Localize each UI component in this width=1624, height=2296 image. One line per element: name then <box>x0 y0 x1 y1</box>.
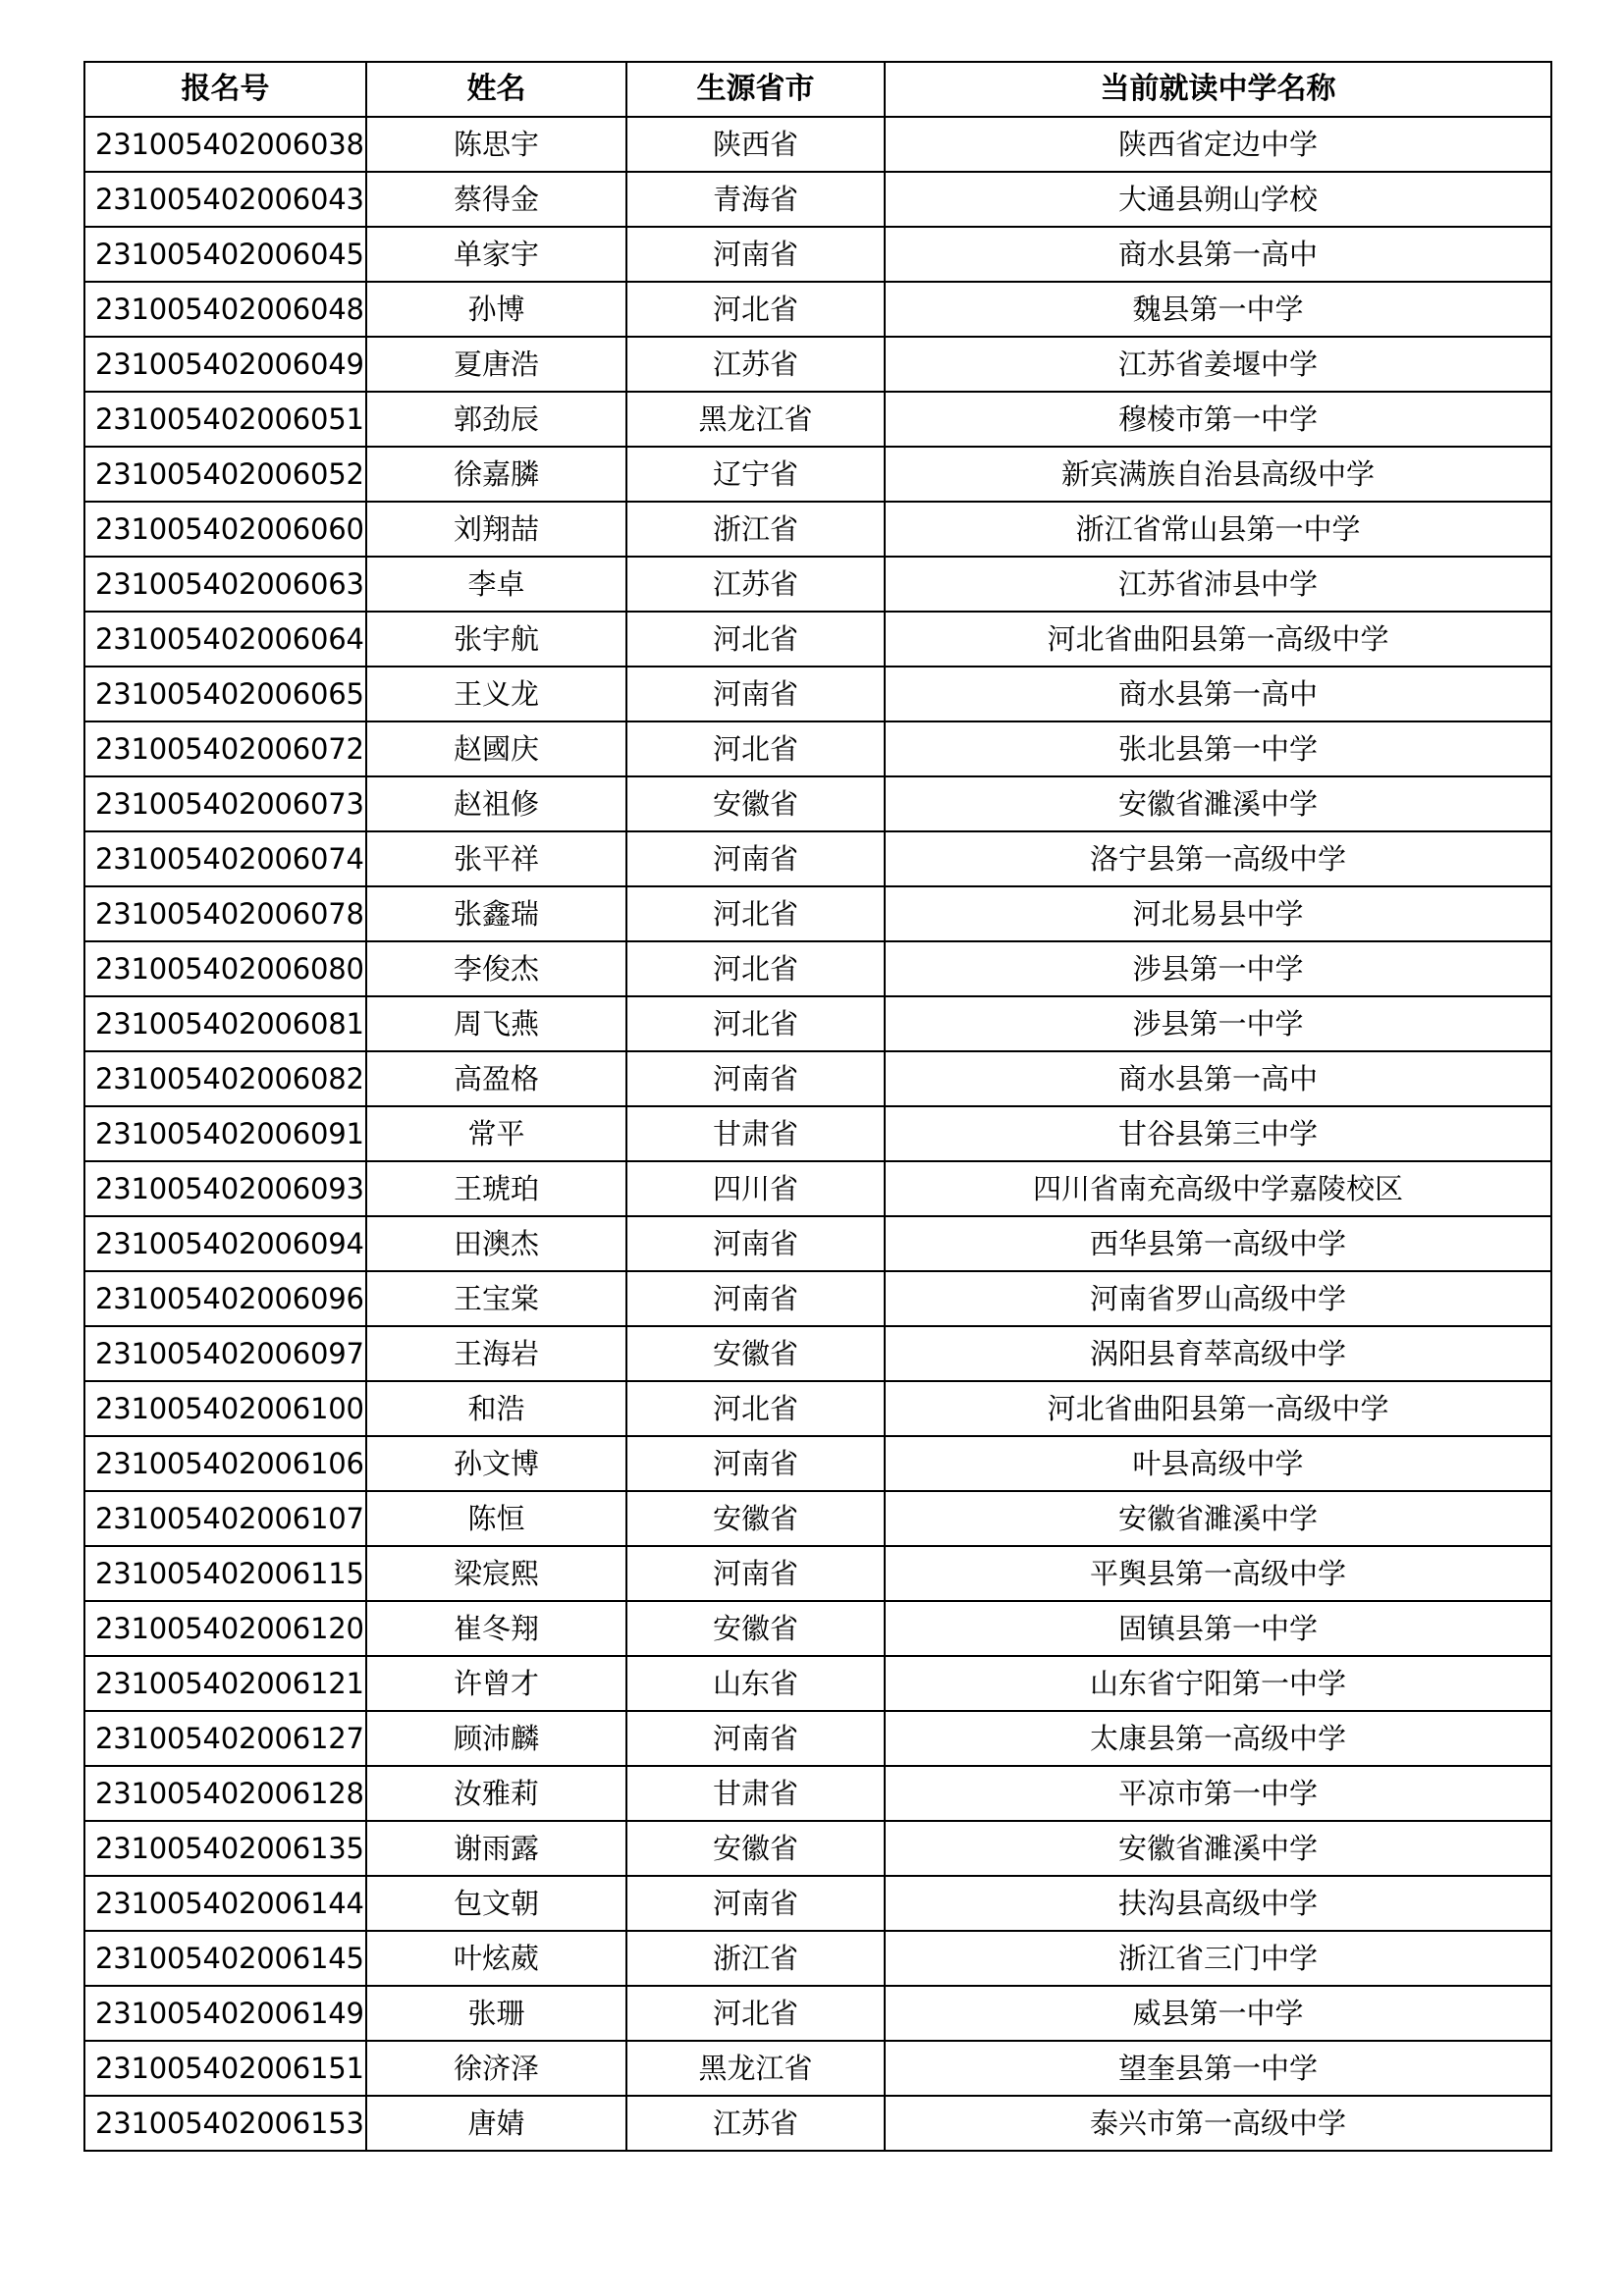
school-cell: 太康县第一高级中学 <box>885 1711 1551 1766</box>
table-row <box>84 667 1551 721</box>
province-cell: 安徽省 <box>626 1601 885 1656</box>
table-row <box>84 2096 1551 2151</box>
province-cell: 浙江省 <box>626 502 885 557</box>
school-cell: 固镇县第一中学 <box>885 1601 1551 1656</box>
name-cell: 张平祥 <box>366 831 626 886</box>
school-cell: 望奎县第一中学 <box>885 2041 1551 2096</box>
province-cell: 青海省 <box>626 172 885 227</box>
province-cell: 河南省 <box>626 1436 885 1491</box>
registration-number-cell: 231005402006093 <box>84 1161 366 1216</box>
registration-number-cell: 231005402006065 <box>84 667 366 721</box>
province-cell: 河南省 <box>626 1271 885 1326</box>
registration-number-cell: 231005402006121 <box>84 1656 366 1711</box>
table-row <box>84 172 1551 227</box>
registration-number-cell: 231005402006120 <box>84 1601 366 1656</box>
school-cell: 魏县第一中学 <box>885 282 1551 337</box>
table-row <box>84 227 1551 282</box>
name-cell: 王琥珀 <box>366 1161 626 1216</box>
school-cell: 叶县高级中学 <box>885 1436 1551 1491</box>
school-cell: 商水县第一高中 <box>885 1051 1551 1106</box>
school-cell: 商水县第一高中 <box>885 667 1551 721</box>
registration-number-cell: 231005402006038 <box>84 117 366 172</box>
table-row <box>84 1216 1551 1271</box>
registration-number-cell: 231005402006128 <box>84 1766 366 1821</box>
table-row <box>84 1271 1551 1326</box>
school-cell: 威县第一中学 <box>885 1986 1551 2041</box>
table-row <box>84 1986 1551 2041</box>
province-cell: 陕西省 <box>626 117 885 172</box>
school-cell: 安徽省濉溪中学 <box>885 1821 1551 1876</box>
school-cell: 西华县第一高级中学 <box>885 1216 1551 1271</box>
school-cell: 涡阳县育萃高级中学 <box>885 1326 1551 1381</box>
name-cell: 王宝棠 <box>366 1271 626 1326</box>
school-cell: 浙江省常山县第一中学 <box>885 502 1551 557</box>
name-cell: 徐济泽 <box>366 2041 626 2096</box>
school-cell: 江苏省沛县中学 <box>885 557 1551 612</box>
school-cell: 浙江省三门中学 <box>885 1931 1551 1986</box>
school-cell: 江苏省姜堰中学 <box>885 337 1551 392</box>
name-cell: 唐婧 <box>366 2096 626 2151</box>
table-row <box>84 721 1551 776</box>
registration-number-cell: 231005402006144 <box>84 1876 366 1931</box>
registration-number-cell: 231005402006063 <box>84 557 366 612</box>
registration-number-cell: 231005402006135 <box>84 1821 366 1876</box>
province-cell: 四川省 <box>626 1161 885 1216</box>
header-registration-number: 报名号 <box>84 62 366 117</box>
province-cell: 甘肃省 <box>626 1106 885 1161</box>
name-cell: 郭劲辰 <box>366 392 626 447</box>
name-cell: 田澳杰 <box>366 1216 626 1271</box>
table-row <box>84 1546 1551 1601</box>
school-cell: 陕西省定边中学 <box>885 117 1551 172</box>
table-row <box>84 1601 1551 1656</box>
registration-number-cell: 231005402006072 <box>84 721 366 776</box>
name-cell: 崔冬翔 <box>366 1601 626 1656</box>
name-cell: 王义龙 <box>366 667 626 721</box>
school-cell: 安徽省濉溪中学 <box>885 776 1551 831</box>
province-cell: 河南省 <box>626 1051 885 1106</box>
table-row <box>84 337 1551 392</box>
registration-number-cell: 231005402006096 <box>84 1271 366 1326</box>
registration-number-cell: 231005402006082 <box>84 1051 366 1106</box>
student-roster-table <box>83 61 1552 2152</box>
registration-number-cell: 231005402006049 <box>84 337 366 392</box>
school-cell: 河北省曲阳县第一高级中学 <box>885 1381 1551 1436</box>
province-cell: 江苏省 <box>626 337 885 392</box>
school-cell: 平凉市第一中学 <box>885 1766 1551 1821</box>
name-cell: 常平 <box>366 1106 626 1161</box>
name-cell: 孙博 <box>366 282 626 337</box>
province-cell: 河北省 <box>626 996 885 1051</box>
registration-number-cell: 231005402006064 <box>84 612 366 667</box>
name-cell: 张宇航 <box>366 612 626 667</box>
table-row <box>84 1656 1551 1711</box>
name-cell: 刘翔喆 <box>366 502 626 557</box>
province-cell: 黑龙江省 <box>626 2041 885 2096</box>
header-province: 生源省市 <box>626 62 885 117</box>
province-cell: 河南省 <box>626 831 885 886</box>
table-row <box>84 1326 1551 1381</box>
name-cell: 谢雨露 <box>366 1821 626 1876</box>
name-cell: 陈思宇 <box>366 117 626 172</box>
school-cell: 新宾满族自治县高级中学 <box>885 447 1551 502</box>
province-cell: 河北省 <box>626 886 885 941</box>
table-row <box>84 117 1551 172</box>
table-row <box>84 1876 1551 1931</box>
table-row <box>84 1711 1551 1766</box>
registration-number-cell: 231005402006045 <box>84 227 366 282</box>
table-row <box>84 557 1551 612</box>
registration-number-cell: 231005402006107 <box>84 1491 366 1546</box>
registration-number-cell: 231005402006097 <box>84 1326 366 1381</box>
registration-number-cell: 231005402006080 <box>84 941 366 996</box>
name-cell: 王海岩 <box>366 1326 626 1381</box>
table-row <box>84 996 1551 1051</box>
name-cell: 张珊 <box>366 1986 626 2041</box>
province-cell: 安徽省 <box>626 1326 885 1381</box>
table-row <box>84 1161 1551 1216</box>
table-row <box>84 776 1551 831</box>
registration-number-cell: 231005402006074 <box>84 831 366 886</box>
table-row <box>84 1051 1551 1106</box>
school-cell: 大通县朔山学校 <box>885 172 1551 227</box>
registration-number-cell: 231005402006078 <box>84 886 366 941</box>
table-row <box>84 1381 1551 1436</box>
school-cell: 河南省罗山高级中学 <box>885 1271 1551 1326</box>
registration-number-cell: 231005402006100 <box>84 1381 366 1436</box>
name-cell: 梁宸熙 <box>366 1546 626 1601</box>
table-row <box>84 886 1551 941</box>
registration-number-cell: 231005402006149 <box>84 1986 366 2041</box>
province-cell: 江苏省 <box>626 557 885 612</box>
table-row <box>84 447 1551 502</box>
province-cell: 辽宁省 <box>626 447 885 502</box>
province-cell: 河北省 <box>626 1986 885 2041</box>
name-cell: 许曾才 <box>366 1656 626 1711</box>
registration-number-cell: 231005402006127 <box>84 1711 366 1766</box>
registration-number-cell: 231005402006106 <box>84 1436 366 1491</box>
table-row <box>84 392 1551 447</box>
school-cell: 穆棱市第一中学 <box>885 392 1551 447</box>
province-cell: 安徽省 <box>626 776 885 831</box>
school-cell: 泰兴市第一高级中学 <box>885 2096 1551 2151</box>
name-cell: 夏唐浩 <box>366 337 626 392</box>
school-cell: 安徽省濉溪中学 <box>885 1491 1551 1546</box>
registration-number-cell: 231005402006052 <box>84 447 366 502</box>
registration-number-cell: 231005402006060 <box>84 502 366 557</box>
header-school: 当前就读中学名称 <box>885 62 1551 117</box>
province-cell: 河北省 <box>626 1381 885 1436</box>
header-name: 姓名 <box>366 62 626 117</box>
name-cell: 李卓 <box>366 557 626 612</box>
header-row <box>84 62 1551 117</box>
name-cell: 包文朝 <box>366 1876 626 1931</box>
table-row <box>84 612 1551 667</box>
province-cell: 河北省 <box>626 612 885 667</box>
registration-number-cell: 231005402006153 <box>84 2096 366 2151</box>
table-row <box>84 1766 1551 1821</box>
registration-number-cell: 231005402006094 <box>84 1216 366 1271</box>
province-cell: 河南省 <box>626 1711 885 1766</box>
province-cell: 河南省 <box>626 667 885 721</box>
province-cell: 河北省 <box>626 941 885 996</box>
province-cell: 河北省 <box>626 282 885 337</box>
table-row <box>84 1436 1551 1491</box>
province-cell: 黑龙江省 <box>626 392 885 447</box>
school-cell: 商水县第一高中 <box>885 227 1551 282</box>
school-cell: 河北省曲阳县第一高级中学 <box>885 612 1551 667</box>
name-cell: 汝雅莉 <box>366 1766 626 1821</box>
name-cell: 张鑫瑞 <box>366 886 626 941</box>
table-row <box>84 1821 1551 1876</box>
name-cell: 蔡得金 <box>366 172 626 227</box>
name-cell: 高盈格 <box>366 1051 626 1106</box>
province-cell: 河南省 <box>626 227 885 282</box>
table-row <box>84 1491 1551 1546</box>
table-row <box>84 2041 1551 2096</box>
school-cell: 山东省宁阳第一中学 <box>885 1656 1551 1711</box>
name-cell: 赵祖修 <box>366 776 626 831</box>
province-cell: 河北省 <box>626 721 885 776</box>
table-body <box>84 117 1551 2151</box>
name-cell: 徐嘉膦 <box>366 447 626 502</box>
province-cell: 河南省 <box>626 1876 885 1931</box>
name-cell: 叶炫葳 <box>366 1931 626 1986</box>
name-cell: 陈恒 <box>366 1491 626 1546</box>
registration-number-cell: 231005402006151 <box>84 2041 366 2096</box>
province-cell: 安徽省 <box>626 1821 885 1876</box>
table-row <box>84 941 1551 996</box>
name-cell: 孙文博 <box>366 1436 626 1491</box>
province-cell: 河南省 <box>626 1216 885 1271</box>
registration-number-cell: 231005402006145 <box>84 1931 366 1986</box>
name-cell: 和浩 <box>366 1381 626 1436</box>
school-cell: 平舆县第一高级中学 <box>885 1546 1551 1601</box>
school-cell: 四川省南充高级中学嘉陵校区 <box>885 1161 1551 1216</box>
province-cell: 安徽省 <box>626 1491 885 1546</box>
table-row <box>84 502 1551 557</box>
school-cell: 张北县第一中学 <box>885 721 1551 776</box>
table-row <box>84 831 1551 886</box>
table-row <box>84 282 1551 337</box>
registration-number-cell: 231005402006081 <box>84 996 366 1051</box>
school-cell: 甘谷县第三中学 <box>885 1106 1551 1161</box>
table-row <box>84 1931 1551 1986</box>
name-cell: 单家宇 <box>366 227 626 282</box>
province-cell: 浙江省 <box>626 1931 885 1986</box>
name-cell: 周飞燕 <box>366 996 626 1051</box>
registration-number-cell: 231005402006043 <box>84 172 366 227</box>
school-cell: 河北易县中学 <box>885 886 1551 941</box>
school-cell: 扶沟县高级中学 <box>885 1876 1551 1931</box>
school-cell: 涉县第一中学 <box>885 941 1551 996</box>
province-cell: 江苏省 <box>626 2096 885 2151</box>
registration-number-cell: 231005402006091 <box>84 1106 366 1161</box>
registration-number-cell: 231005402006073 <box>84 776 366 831</box>
province-cell: 河南省 <box>626 1546 885 1601</box>
school-cell: 涉县第一中学 <box>885 996 1551 1051</box>
province-cell: 甘肃省 <box>626 1766 885 1821</box>
name-cell: 顾沛麟 <box>366 1711 626 1766</box>
province-cell: 山东省 <box>626 1656 885 1711</box>
registration-number-cell: 231005402006048 <box>84 282 366 337</box>
registration-number-cell: 231005402006115 <box>84 1546 366 1601</box>
school-cell: 洛宁县第一高级中学 <box>885 831 1551 886</box>
name-cell: 李俊杰 <box>366 941 626 996</box>
name-cell: 赵國庆 <box>366 721 626 776</box>
registration-number-cell: 231005402006051 <box>84 392 366 447</box>
table-row <box>84 1106 1551 1161</box>
